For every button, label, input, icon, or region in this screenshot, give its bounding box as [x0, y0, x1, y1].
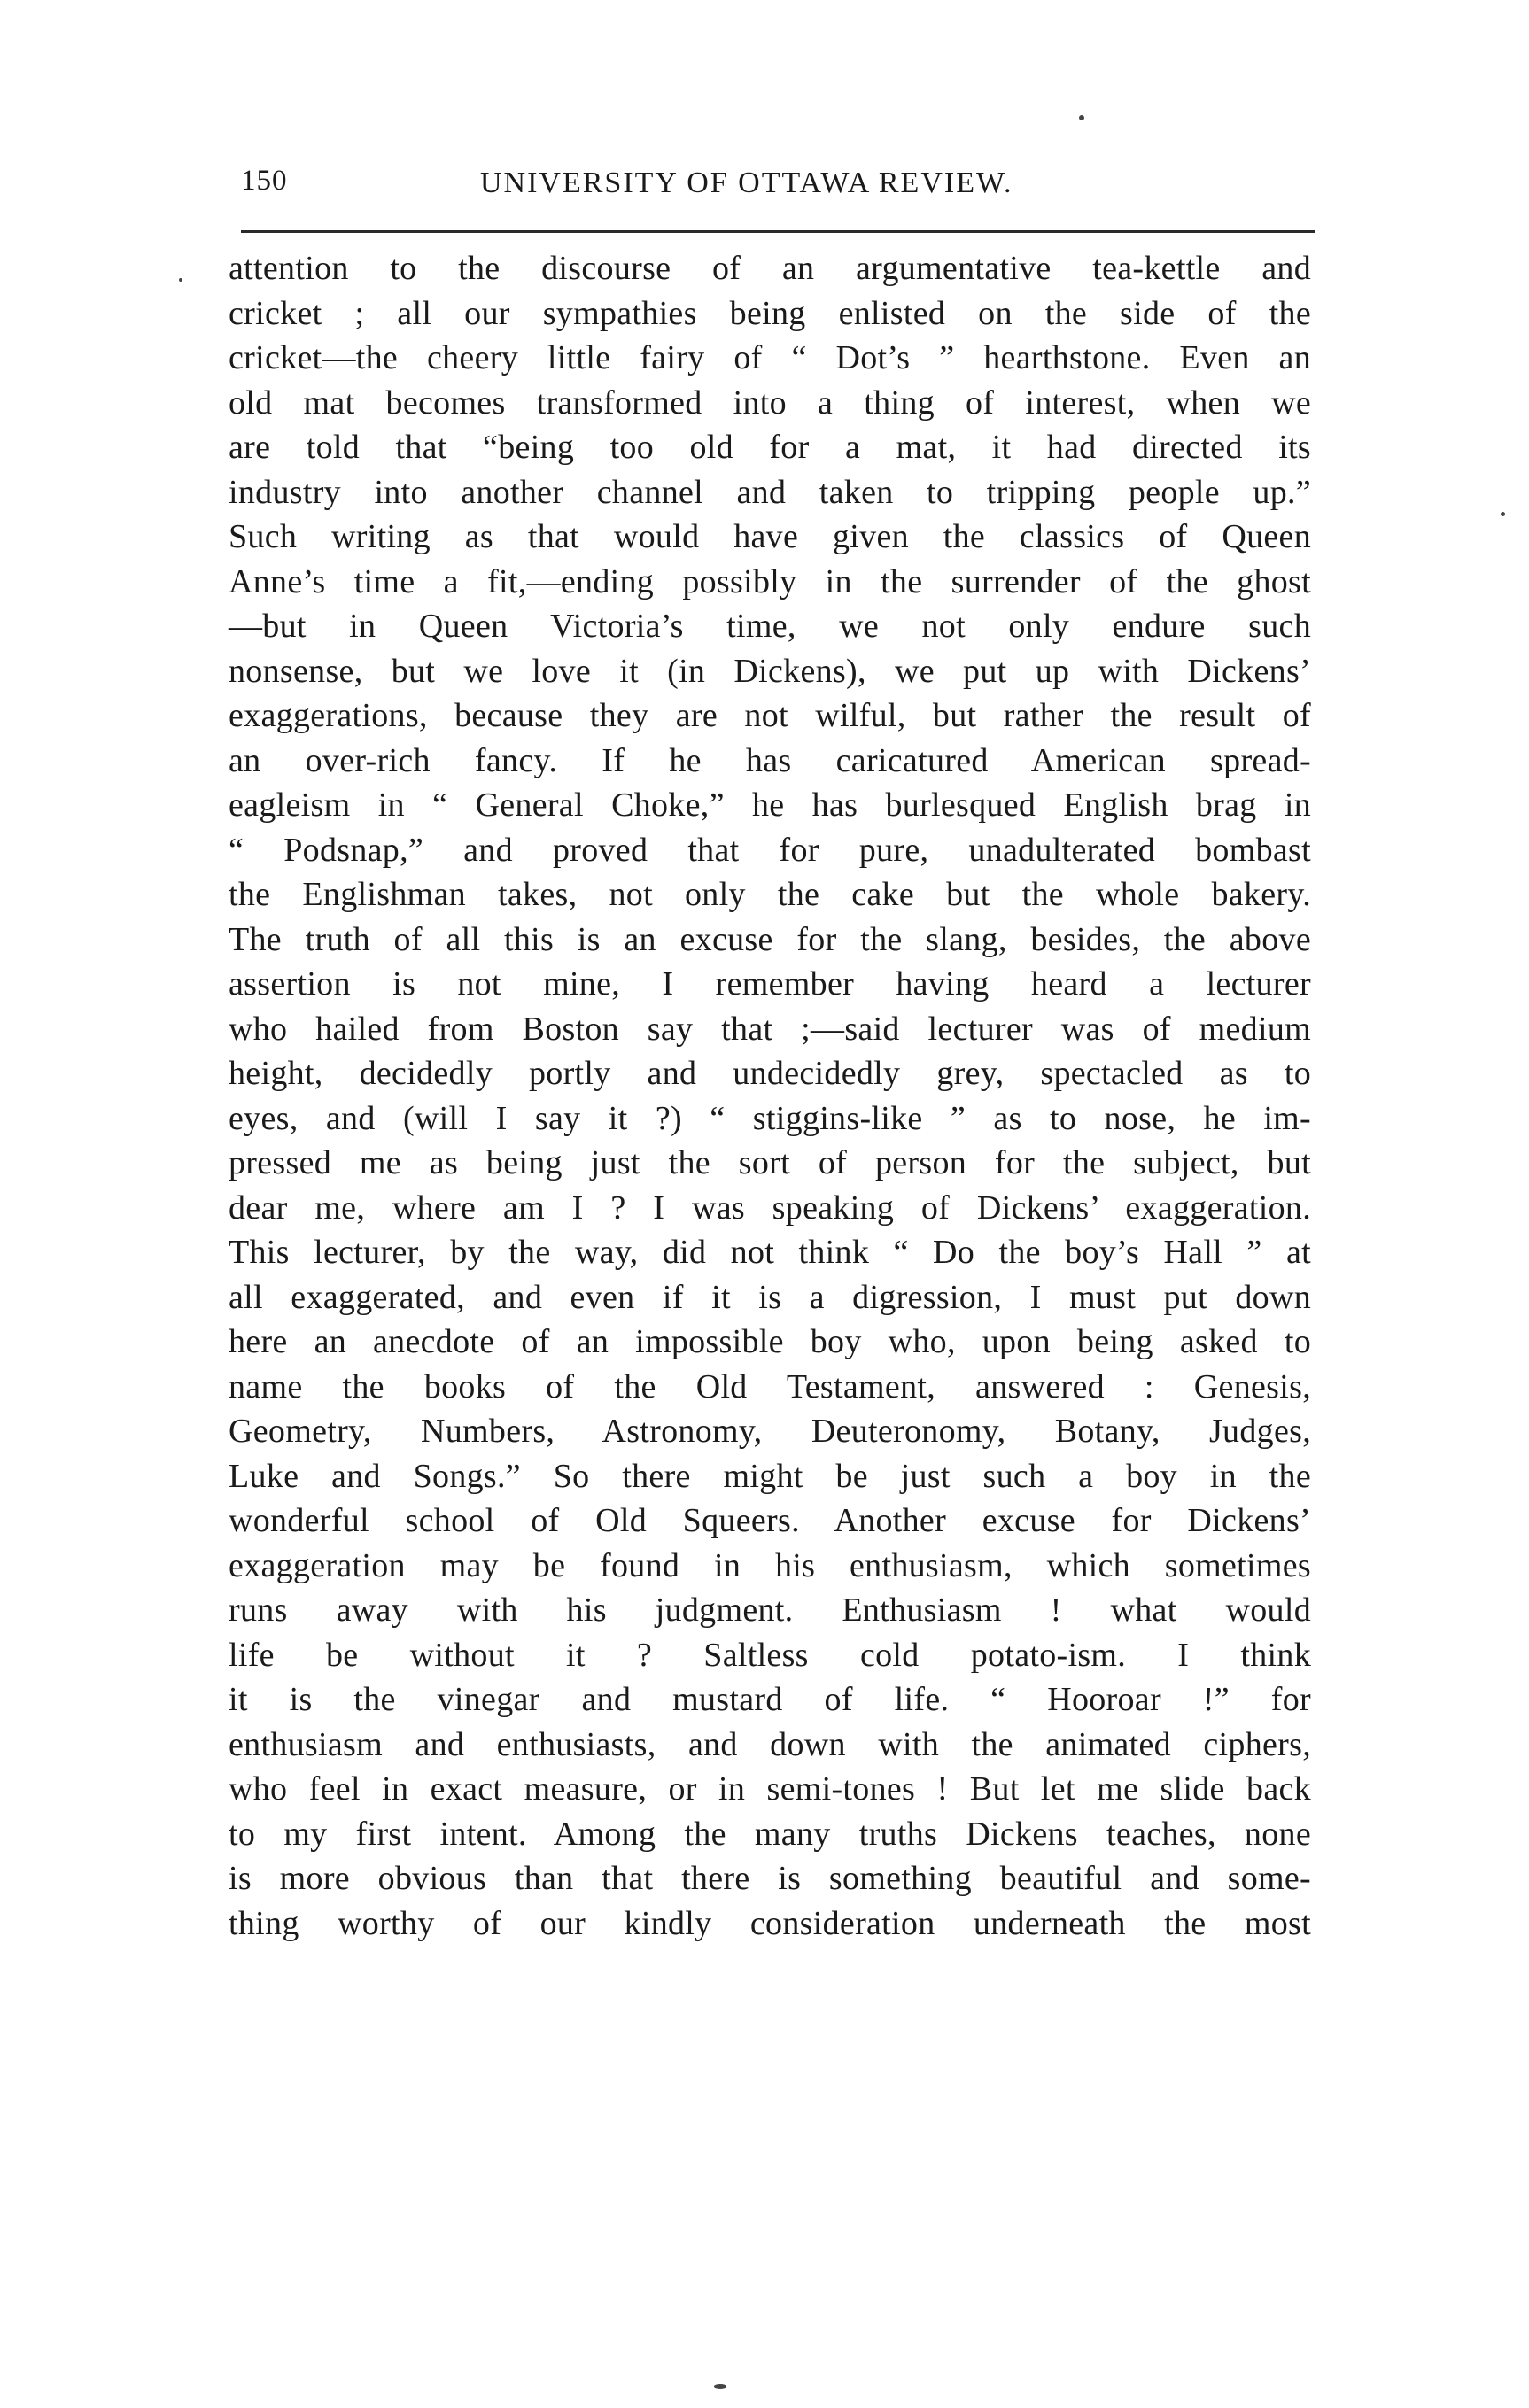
- text-line: old mat becomes transformed into a thing of interest, when we: [229, 383, 1311, 422]
- scan-speck: [1079, 115, 1084, 120]
- text-line: nonsense, but we love it (in Dickens), we put up with Dickens’: [229, 652, 1311, 690]
- header-rule: [241, 230, 1315, 233]
- text-line: cricket ; all our sympathies being enlisted on the side of the: [229, 294, 1311, 332]
- text-line: to my first intent. Among the many truths Dickens teaches, none: [229, 1815, 1311, 1853]
- text-line: runs away with his judgment. Enthusiasm ! what would: [229, 1591, 1311, 1629]
- text-line: thing worthy of our kindly consideration underneath the most: [229, 1904, 1311, 1942]
- body-text: [229, 246, 1311, 1946]
- text-line: life be without it ? Saltless cold potato-ism. I think: [229, 1636, 1311, 1674]
- text-line: here an anecdote of an impossible boy who, upon being asked to: [229, 1323, 1311, 1360]
- text-line: industry into another channel and taken to tripping people up.”: [229, 473, 1311, 511]
- text-line: name the books of the Old Testament, answered : Genesis,: [229, 1367, 1311, 1405]
- text-line: enthusiasm and enthusiasts, and down with the animated ciphers,: [229, 1725, 1311, 1763]
- text-line: exaggerations, because they are not wilful, but rather the result of: [229, 697, 1311, 734]
- text-line: Geometry, Numbers, Astronomy, Deuteronomy, Botany, Judges,: [229, 1413, 1311, 1450]
- text-line: are told that “being too old for a mat, it had directed its: [229, 429, 1311, 466]
- text-line: eagleism in “ General Choke,” he has burlesqued English brag in: [229, 786, 1311, 824]
- scan-speck: [1501, 512, 1505, 516]
- text-line: who feel in exact measure, or in semi-tones ! But let me slide back: [229, 1770, 1311, 1808]
- journal-title: UNIVERSITY OF OTTAWA REVIEW.: [480, 166, 1013, 199]
- text-line: This lecturer, by the way, did not think “ Do the boy’s Hall ” at: [229, 1234, 1311, 1271]
- text-line: dear me, where am I ? I was speaking of Dickens’ exaggeration.: [229, 1189, 1311, 1227]
- text-line: Anne’s time a fit,—ending possibly in the surrender of the ghost: [229, 562, 1311, 600]
- text-line: assertion is not mine, I remember having heard a lecturer: [229, 965, 1311, 1003]
- text-line: pressed me as being just the sort of person for the subject, but: [229, 1144, 1311, 1181]
- text-line: attention to the discourse of an argumentative tea-kettle and: [229, 250, 1311, 287]
- scan-speck: [714, 2384, 726, 2389]
- text-line: is more obvious than that there is something beautiful and some-: [229, 1860, 1311, 1897]
- text-line: wonderful school of Old Squeers. Another excuse for Dickens’: [229, 1502, 1311, 1539]
- text-line: The truth of all this is an excuse for the slang, besides, the above: [229, 920, 1311, 958]
- text-line: height, decidedly portly and undecidedly grey, spectacled as to: [229, 1055, 1311, 1092]
- text-line: cricket—the cheery little fairy of “ Dot’s ” hearthstone. Even an: [229, 339, 1311, 376]
- text-line: the Englishman takes, not only the cake but the whole bakery.: [229, 876, 1311, 913]
- scan-speck: [179, 278, 182, 282]
- text-line: eyes, and (will I say it ?) “ stiggins-like ” as to nose, he im-: [229, 1099, 1311, 1137]
- text-line: Such writing as that would have given the classics of Queen: [229, 518, 1311, 555]
- text-line: it is the vinegar and mustard of life. “ Hooroar !” for: [229, 1681, 1311, 1718]
- text-line: —but in Queen Victoria’s time, we not only endure such: [229, 608, 1311, 645]
- page-number: 150: [241, 165, 288, 197]
- text-line: who hailed from Boston say that ;—said lecturer was of medium: [229, 1010, 1311, 1048]
- running-head: [241, 159, 1315, 213]
- text-line: all exaggerated, and even if it is a digression, I must put down: [229, 1278, 1311, 1316]
- text-line: exaggeration may be found in his enthusiasm, which sometimes: [229, 1546, 1311, 1584]
- text-line: “ Podsnap,” and proved that for pure, unadulterated bombast: [229, 831, 1311, 869]
- text-line: Luke and Songs.” So there might be just such a boy in the: [229, 1457, 1311, 1495]
- text-line: an over-rich fancy. If he has caricatured American spread-: [229, 741, 1311, 779]
